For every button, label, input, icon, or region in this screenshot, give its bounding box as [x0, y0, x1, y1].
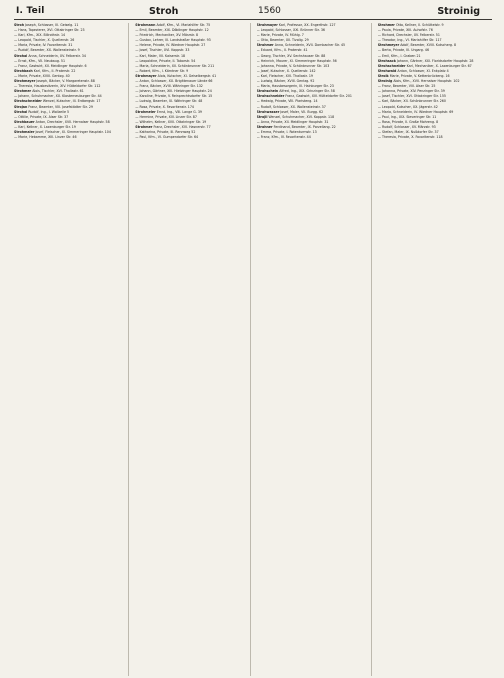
entry-details: — Rosa, Private, II. Große Mohreng. 8	[377, 119, 439, 124]
entry-surname: Strohmer	[377, 23, 395, 27]
entry-surname: Strohal	[14, 109, 28, 114]
entry-details: — Emma, Private, I. Rotenturmstr. 13	[256, 129, 317, 134]
entry-details: — Heinrich, Maurer, XI. Simmeringer Hauptstr. 56	[256, 58, 337, 63]
entry-details: Anna, Schneiderin, XVII. Dornbacher Str. 45	[274, 43, 346, 48]
entry-details: — Leopold, Schlosser, XXI. Brünner Str. 36	[256, 28, 325, 33]
right-keyword: Stroinig	[437, 6, 480, 17]
entry-details: — Paul, Ing., XIX. Sieveringer Str. 11	[377, 114, 437, 119]
entry-details: — Rudolf, Schlosser, XX. Wallensteinstr. 37	[256, 104, 326, 109]
volume-label: I. Teil	[16, 6, 45, 16]
entry-details: — Leopold, Kutscher, XX. Jägerstr. 42	[377, 104, 438, 109]
entry-details: Wenzel, Schuhmacher, XVI. Koppstr. 118	[268, 114, 335, 119]
page-header	[14, 6, 492, 20]
entry-details: — Rudolf, Schlosser, XV. Märzstr. 93	[377, 124, 436, 129]
entry-details: — Berta, Private, III. Ungarg. 46	[377, 48, 430, 53]
entry-details: — Robert, Kfm., I. Kärntner Str. 9	[135, 68, 189, 73]
entry-details: — Karoline, Private, V. Reinprechtsdorfer Str. 15	[135, 94, 213, 99]
entry-details: Josef, Maler, VII. Burgg. 62	[280, 109, 324, 114]
entry-surname: Strohmer	[256, 43, 274, 48]
entry-details: Otto, Kellner, II. Schüttelstr. 9	[395, 23, 444, 27]
entry-details: — Paul, Kfm., VI. Gumpendorfer Str. 64	[135, 135, 199, 140]
column-4	[378, 23, 492, 676]
entry-details: Franz, Beamter, VIII. Josefstädter Str. 29	[28, 104, 93, 109]
entry-details: — Richard, Drechsler, XV. Felberstr. 51	[377, 33, 440, 38]
entry-details: — Rosa, Private, X. Favoritenstr. 174	[135, 104, 194, 109]
entry-details: — Rudolf, Beamter, XX. Wallensteinstr. 9	[14, 48, 80, 53]
entry-surname: Strohwasser	[256, 109, 280, 114]
entry-details: — Leopold, Tischler, X. Quellenstr. 26	[14, 38, 75, 43]
entry-details: — Otto, Beamter, XII. Tivolig. 29	[256, 38, 309, 43]
entry-surname: Strohal	[14, 53, 28, 58]
entry-details: — Johann, Gärtner, XIII. Hietzinger Hauptstr. 24	[135, 89, 212, 94]
entry-details: — Paula, Private, XIII. Auhofstr. 76	[377, 28, 433, 33]
entry-details: — Franz, Gastwirt, XII. Meidlinger Hauptstr. 6	[14, 63, 87, 68]
entry-surname: Strohschneider	[256, 94, 285, 99]
entry-details: — Georg, Tischler, XV. Sechshauser Str. 88	[256, 53, 326, 58]
entry-details: — Maria, Schneiderin, XII. Schönbrunner Str. 211	[135, 63, 215, 68]
entry-details: — Maria, Private, IV. Favoritenstr. 31	[14, 43, 73, 48]
entry-details: — Franz, Beamter, VIII. Alser Str. 25	[377, 84, 436, 89]
entry-details: — Johann, Schuhmacher, XX. Klosterneuburger Str. 44	[14, 94, 102, 99]
entry-details: — Ernst, Kfm., VII. Neubaug. 51	[14, 58, 66, 63]
column-3	[257, 23, 372, 676]
entry-surname: Strohschneider	[14, 99, 42, 104]
column-2	[135, 23, 250, 676]
entry-details: — Emil, Beamter, XIX. Döblinger Hauptstr. 12	[135, 28, 209, 33]
entry-details: Franz, Gastwirt, XIV. Hütteldorfer Str. 201	[285, 94, 352, 99]
entry-details: Alfred, Ing., XIX. Grinzinger Str. 58	[279, 89, 335, 94]
entry-details: — Helene, Private, IV. Wiedner Hauptstr. 27	[135, 43, 206, 48]
entry-details: — Maria, Schneiderin, IV. Wiedner Hauptstr. 69	[377, 109, 454, 114]
entry-details: — Hedwig, Private, VIII. Piaristeng. 14	[256, 99, 318, 104]
entry-details: — Marie, Private, IV. Mühlg. 7	[256, 33, 304, 38]
entry-details: Karl, Kfm., II. Praterstr. 22	[33, 68, 76, 73]
entry-surname: Strohmayer	[135, 73, 157, 78]
entry-details: — Theresia, Hausbesitzerin, XIV. Hütteldorfer Str. 112	[14, 84, 101, 89]
entry-details: — Franz, Bäcker, XVIII. Währinger Str. 132	[135, 84, 203, 89]
entry-surname: Stroik	[377, 73, 389, 78]
entry-details: — Friedrich, Mechaniker, XV. Märzstr. 8	[135, 33, 199, 38]
entry-surname: Strohmaier	[14, 129, 35, 134]
entry-details: Anton, Drechsler, XVII. Hernalser Hauptstr. 58	[35, 119, 110, 124]
entry-details: Rudolf, Ing., I. Wollzeile 5	[28, 109, 70, 114]
entry-details: — Marie, Hebamme, XIII. Linzer Str. 46	[14, 135, 77, 140]
entry-details: — Theodor, Ing., VI. Mariahilfer Str. 117	[377, 38, 442, 43]
entry-details: Alois, Tischler, XVI. Thaliastr. 61	[32, 89, 84, 94]
entry-details: — Hermine, Private, XIV. Linzer Str. 87	[135, 114, 197, 119]
directory-entry	[135, 135, 246, 140]
entry-surname: Strohner	[256, 124, 273, 129]
entry-details: Josef, Fleischer, XI. Simmeringer Hauptstr. 104	[35, 129, 111, 134]
entry-surname: Strojan	[14, 104, 28, 109]
entry-details: — Karl, Kfm., XIX. Billrothstr. 14	[14, 33, 66, 38]
entry-details: — Johanna, Private, XIV. Penzinger Str. 39	[377, 89, 445, 94]
entry-surname: Stroinig	[377, 79, 393, 84]
entry-details: Alois, Kfm., XVII. Hernalser Hauptstr. 102	[393, 79, 460, 84]
directory-entry	[257, 135, 368, 140]
entry-details: — Ludwig, Beamter, IX. Währinger Str. 48	[135, 99, 203, 104]
entry-details: Karl, Mechaniker, X. Laxenburger Str. 67	[406, 63, 472, 68]
entry-surname: Strohwald	[377, 68, 397, 73]
entry-surname: Strohmer	[14, 89, 32, 94]
header-rule	[14, 19, 492, 20]
entry-details: — Karl, Maler, VII. Kaiserstr. 18	[135, 53, 186, 58]
entry-details: Johann, Gärtner, XXI. Floridsdorfer Hauptstr. 28	[396, 58, 474, 63]
entry-details: — Gustav, Lehrer, III. Landstraßer Hauptstr. 93	[135, 38, 211, 43]
entry-details: — Eduard, Kfm., II. Praterstr. 41	[256, 48, 308, 53]
entry-details: — Johanna, Private, V. Schönbrunner Str. 103	[256, 63, 330, 68]
entry-details: — Emil, Kfm., I. Graben 21	[377, 53, 421, 58]
entry-surname: Strohbach	[14, 68, 33, 73]
entry-details: — Stefan, Maler, IX. Nußdorfer Str. 37	[377, 129, 439, 134]
entry-surname: Strohmer	[135, 124, 153, 129]
page-number: 1560	[258, 6, 281, 16]
entry-details: — Anna, Private, XII. Meidlinger Hauptstr. 31	[256, 119, 329, 124]
entry-details: — Leopoldine, Private, II. Taborstr. 54	[135, 58, 196, 63]
entry-details: Marie, Private, V. Kettenbrückeng. 16	[389, 73, 450, 78]
entry-details: — Maria, Hausbesorgerin, III. Hainburger Str. 23	[256, 84, 334, 89]
directory-entry	[378, 135, 489, 140]
entry-surname: Strohmayer	[14, 79, 36, 84]
entry-details: — Josef, Tischler, XVI. Ottakringer Str. 155	[377, 94, 446, 99]
entry-surname: Strohmayer	[256, 23, 278, 27]
entry-surname: Strohsack	[377, 58, 396, 63]
entry-details: — Ludwig, Bäcker, XVIII. Gentzg. 92	[256, 79, 315, 84]
entry-details: Karl, Professor, XX. Engerthstr. 127	[278, 23, 336, 27]
entry-details: — Marie, Private, XVIII. Gentzg. 40	[14, 73, 70, 78]
directory-columns	[14, 23, 492, 676]
entry-details: Adolf, Beamter, XVIII. Kutscherg. 8	[400, 43, 457, 48]
entry-details: — Anton, Schlosser, XX. Brigittenauer Lände 66	[135, 79, 213, 84]
entry-details: — Franz, Kfm., IV. Favoritenstr. 44	[256, 135, 311, 140]
entry-details: — Katharina, Private, III. Rennweg 52	[135, 129, 196, 134]
entry-details: Alois, Kutscher, XI. Geiselbergstr. 41	[157, 73, 217, 78]
entry-details: — Theresia, Private, X. Favoritenstr. 118	[377, 135, 443, 140]
entry-details: Adolf, Kfm., VI. Mariahilfer Str. 75	[156, 23, 211, 27]
entry-surname: Strohbauer	[14, 119, 35, 124]
entry-details: Ferdinand, Beamter, IX. Porzellang. 22	[273, 124, 336, 129]
left-keyword: Stroh	[149, 6, 179, 17]
entry-details: Joseph, Bäcker, V. Margaretenstr. 88	[36, 79, 95, 84]
entry-details: Franz, Drechsler, XVI. Hasnerstr. 77	[153, 124, 211, 129]
entry-details: — Hans, Tapezierer, XVI. Ottakringer Str. 23	[14, 28, 85, 33]
entry-surname: Strohmeier	[135, 109, 156, 114]
entry-details: — Karl, Kellner, X. Laxenburger Str. 19	[14, 124, 76, 129]
entry-surname: Strojil	[256, 114, 268, 119]
entry-surname: Strohmeyer	[377, 43, 400, 48]
entry-details: Anna, Schneiderin, XV. Felberstr. 34	[28, 53, 86, 58]
entry-details: — Josef, Kutscher, X. Quellenstr. 142	[256, 68, 316, 73]
entry-details: Ernst, Ing., VIII. Lange G. 39	[156, 109, 202, 114]
entry-details: Wenzel, Kutscher, III. Erdbergstr. 17	[42, 99, 101, 104]
entry-details: — Karl, Bäcker, XII. Schönbrunner Str. 260	[377, 99, 446, 104]
entry-details: — Josef, Tischler, XVI. Koppstr. 33	[135, 48, 190, 53]
directory-entry	[14, 135, 125, 140]
entry-surname: Strohschein	[256, 89, 279, 94]
entry-surname: Strohschneider	[377, 63, 406, 68]
entry-details: — Ottilie, Private, IX. Alser Str. 37	[14, 114, 69, 119]
entry-details: Anton, Schlosser, XI. Enkplatz 4	[397, 68, 449, 73]
entry-surname: Stroh	[14, 23, 24, 27]
entry-details: Joseph, Schlosser, III. Geiselg. 11	[25, 23, 79, 27]
entry-details: — Wilhelm, Kellner, XVII. Ottakringer Str. 19	[135, 119, 207, 124]
entry-surname: Strohmann	[135, 23, 156, 27]
column-1	[14, 23, 129, 676]
entry-details: — Karl, Fleischer, XVI. Thaliastr. 19	[256, 73, 313, 78]
